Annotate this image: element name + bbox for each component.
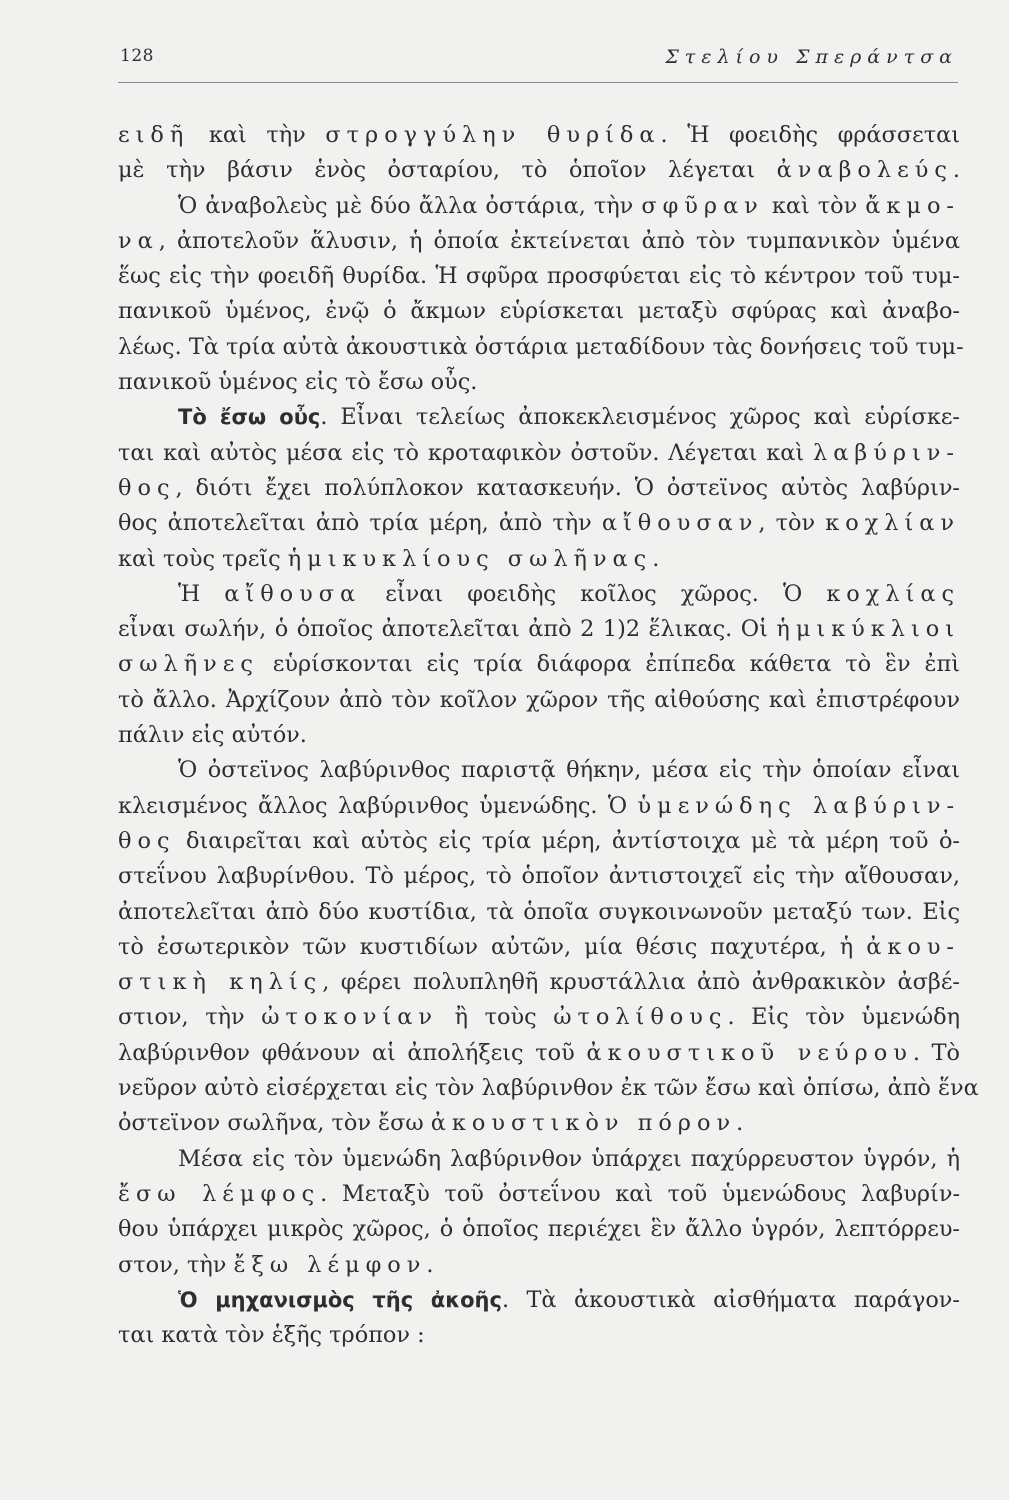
- text-run: .: [736, 1110, 744, 1137]
- text-line: στεΐνου λαβυρίνθου. Τὸ μέρος, τὸ ὁποῖον ἀντιστοιχεῖ εἰς τὴν αἴθουσαν,: [118, 863, 960, 890]
- section-heading: Τὸ ἔσω οὖς: [178, 405, 321, 430]
- text-run: διαιρεῖται καὶ αὐτὸς εἰς τρία μέρη, ἀντίστοιχα μὲ τὰ μέρη τοῦ ὀ-: [175, 827, 960, 854]
- emphasis-text: σωλῆνες: [118, 651, 259, 678]
- emphasis-text: κοχλίαν: [825, 510, 960, 537]
- emphasis-text: θος: [118, 827, 176, 854]
- text-line: [118, 1000, 960, 1035]
- text-line: [118, 436, 960, 471]
- text-line: [118, 471, 960, 506]
- text-run: , φέρει πολυπληθῆ κρυστάλλια ἀπὸ ἀνθρακικὸν ἀσβέ-: [322, 969, 960, 996]
- paragraph-3: [118, 577, 960, 753]
- text-line: πανικοῦ ὑμένος εἰς τὸ ἔσω οὖς.: [118, 369, 478, 396]
- emphasis-text: να: [118, 227, 159, 254]
- text-run: εὑρίσκονται εἰς τρία διάφορα ἐπίπεδα κάθετα τὸ ἓν ἐπὶ: [258, 651, 960, 678]
- emphasis-text: λαβύριν-: [813, 439, 960, 466]
- text-run: κλεισμένος ἄλλος λαβύρινθος ὑμενώδης. Ὁ: [118, 792, 638, 819]
- emphasis-text: θος: [118, 474, 176, 501]
- text-run: . Τὰ ἀκουστικὰ αἰσθήματα παράγον-: [501, 1286, 960, 1313]
- text-run: εἶναι φοειδὴς κοῖλος χῶρος. Ὁ: [361, 580, 827, 607]
- emphasis-text: κοχλίας: [826, 580, 960, 607]
- emphasis-text: ὠτολίθους: [553, 1004, 728, 1031]
- paragraph-1: [118, 118, 964, 400]
- text-run: καὶ τὴν: [189, 122, 326, 148]
- text-line: Ὁ ὀστεϊνος λαβύρινθος παριστᾷ θήκην, μέσα εἰς τὴν ὁποίαν εἶναι: [178, 757, 960, 784]
- text-run: καὶ τὸν: [763, 192, 866, 219]
- emphasis-text: ἀκου-: [866, 933, 960, 960]
- text-run: ὀστεϊνον σωλῆνα, τὸν ἔσω: [118, 1110, 431, 1137]
- emphasis-text: σφῦραν: [641, 192, 764, 219]
- text-run: , ἀποτελοῦν ἅλυσιν, ἡ ὁποία ἐκτείνεται ἀπὸ τὸν τυμπανικὸν ὑμένα: [158, 227, 960, 254]
- text-line: [118, 930, 960, 965]
- text-run: . Εἶναι τελείως ἀποκεκλεισμένος χῶρος καὶ εὑρίσκε-: [320, 404, 961, 431]
- text-line: Μέσα εἰς τὸν ὑμενώδη λαβύρινθον ὑπάρχει παχύρρευστον ὑγρόν, ἡ: [178, 1145, 960, 1172]
- paragraph-2: [118, 400, 960, 576]
- text-line: [118, 1106, 960, 1141]
- text-run: , διότι ἔχει πολύπλοκον κατασκευήν. Ὁ ὀστεϊνος αὐτὸς λαβύριν-: [175, 474, 960, 501]
- emphasis-text: ἡμικύκλιοι: [776, 616, 960, 643]
- text-run: .: [952, 157, 960, 184]
- text-run: μὲ τὴν βάσιν ἑνὸς ὀσταρίου, τὸ ὁποῖον λέγεται: [118, 157, 777, 184]
- text-run: .: [426, 1251, 434, 1278]
- text-line: [118, 1036, 960, 1071]
- text-run: στον, τὴν: [118, 1251, 234, 1278]
- section-heading: Ὁ μηχανισμὸς τῆς ἀκοῆς: [178, 1287, 502, 1312]
- text-line: πανικοῦ ὑμένος, ἐνῷ ὁ ἄκμων εὑρίσκεται μεταξὺ σφύρας καὶ ἀναβο-: [118, 298, 960, 325]
- text-line: [118, 965, 960, 1000]
- text-run: καὶ τοὺς τρεῖς: [118, 545, 288, 572]
- text-run: ἢ τοὺς: [438, 1004, 554, 1031]
- text-run: , τὸν: [758, 510, 826, 537]
- emphasis-text: αἴθουσα: [224, 580, 362, 607]
- page-header: [118, 44, 958, 83]
- emphasis-text: ἀκουστικὸν πόρον: [430, 1110, 737, 1137]
- text-line: ἕως εἰς τὴν φοειδῆ θυρίδα. Ἡ σφῦρα προσφύεται εἰς τὸ κέντρον τοῦ τυμ-: [118, 263, 960, 290]
- text-run: .: [652, 545, 660, 572]
- text-line: [118, 224, 960, 259]
- text-line: [118, 118, 960, 153]
- paragraph-5: [118, 1142, 960, 1283]
- text-line: [118, 577, 960, 612]
- emphasis-text: στρογγύλην θυρίδα: [325, 122, 661, 148]
- text-line: [118, 189, 960, 224]
- text-line: τὸ ἄλλο. Ἀρχίζουν ἀπὸ τὸν κοῖλον χῶρον τῆς αἰθούσης καὶ ἐπιστρέφουν: [118, 686, 960, 713]
- emphasis-text: ὑμενώδης λαβύριν-: [637, 792, 961, 819]
- text-run: Ὁ ἀναβολεὺς μὲ δύο ἄλλα ὀστάρια, τὴν: [178, 192, 642, 219]
- page-number: 128: [120, 46, 154, 66]
- emphasis-text: ἔξω λέμφον: [233, 1251, 427, 1278]
- text-line: [118, 400, 960, 435]
- text-line: [118, 1283, 960, 1318]
- emphasis-text: ἔσω λέμφος: [118, 1180, 321, 1207]
- text-run: στιον, τὴν: [118, 1004, 262, 1031]
- emphasis-text: στικὴ κηλίς: [118, 969, 323, 996]
- text-line: [118, 153, 960, 188]
- text-run: . Τὸ: [912, 1039, 960, 1066]
- text-line: [118, 824, 960, 859]
- text-line: ται κατὰ τὸν ἑξῆς τρόπον :: [118, 1322, 425, 1349]
- emphasis-text: ἡμικυκλίους σωλῆνας: [287, 545, 653, 572]
- text-line: [118, 612, 960, 647]
- text-line: νεῦρον αὐτὸ εἰσέρχεται εἰς τὸν λαβύρινθον ἐκ τῶν ἔσω καὶ ὀπίσω, ἀπὸ ἕνα: [118, 1075, 979, 1102]
- emphasis-text: ὠτοκονίαν: [261, 1004, 438, 1031]
- emphasis-text: ἀκουστικοῦ νεύρου: [586, 1039, 913, 1066]
- emphasis-text: ειδῆ: [118, 122, 190, 148]
- text-line: λέως. Τὰ τρία αὐτὰ ἀκουστικὰ ὀστάρια μεταδίδουν τὰς δονήσεις τοῦ τυμ-: [118, 333, 964, 360]
- paragraph-4: [118, 753, 979, 1141]
- text-line: [118, 542, 960, 577]
- text-line: θου ὑπάρχει μικρὸς χῶρος, ὁ ὁποῖος περιέχει ἓν ἄλλο ὑγρόν, λεπτόρρευ-: [118, 1216, 960, 1243]
- body-text: [118, 118, 979, 1353]
- text-run: . Μεταξὺ τοῦ ὀστεΐνου καὶ τοῦ ὑμενώδους λαβυρίν-: [320, 1180, 961, 1207]
- emphasis-text: αἴθουσαν: [601, 510, 759, 537]
- text-run: Ἡ: [178, 580, 225, 607]
- text-line: [118, 647, 960, 682]
- text-line: [118, 789, 960, 824]
- text-run: εἶναι σωλήν, ὁ ὁποῖος ἀποτελεῖται ἀπὸ 2 1)2 ἕλικας. Οἱ: [118, 616, 777, 643]
- text-run: . Ἡ φοειδὴς φράσσεται: [660, 122, 960, 148]
- paragraph-6: [118, 1283, 960, 1354]
- text-run: λαβύρινθον φθάνουν αἱ ἀπολήξεις τοῦ: [118, 1039, 587, 1066]
- text-line: [118, 1248, 960, 1283]
- text-line: [118, 1177, 960, 1212]
- text-run: ται καὶ αὐτὸς μέσα εἰς τὸ κροταφικὸν ὀστοῦν. Λέγεται καὶ: [118, 439, 813, 466]
- text-line: πάλιν εἰς αὐτόν.: [118, 722, 307, 749]
- emphasis-text: ἄκμο-: [865, 192, 960, 219]
- text-line: [118, 506, 960, 541]
- text-run: . Εἰς τὸν ὑμενώδη: [727, 1004, 961, 1031]
- text-line: ἀποτελεῖται ἀπὸ δύο κυστίδια, τὰ ὁποῖα συγκοινωνοῦν μεταξύ των. Εἰς: [118, 898, 960, 925]
- emphasis-text: ἀναβολεύς: [776, 157, 953, 184]
- text-run: τὸ ἐσωτερικὸν τῶν κυστιδίων αὐτῶν, μία θέσις παχυτέρα, ἡ: [118, 933, 867, 960]
- running-head: Στελίου Σπεράντσα: [665, 46, 958, 68]
- text-run: θος ἀποτελεῖται ἀπὸ τρία μέρη, ἀπὸ τὴν: [118, 510, 602, 537]
